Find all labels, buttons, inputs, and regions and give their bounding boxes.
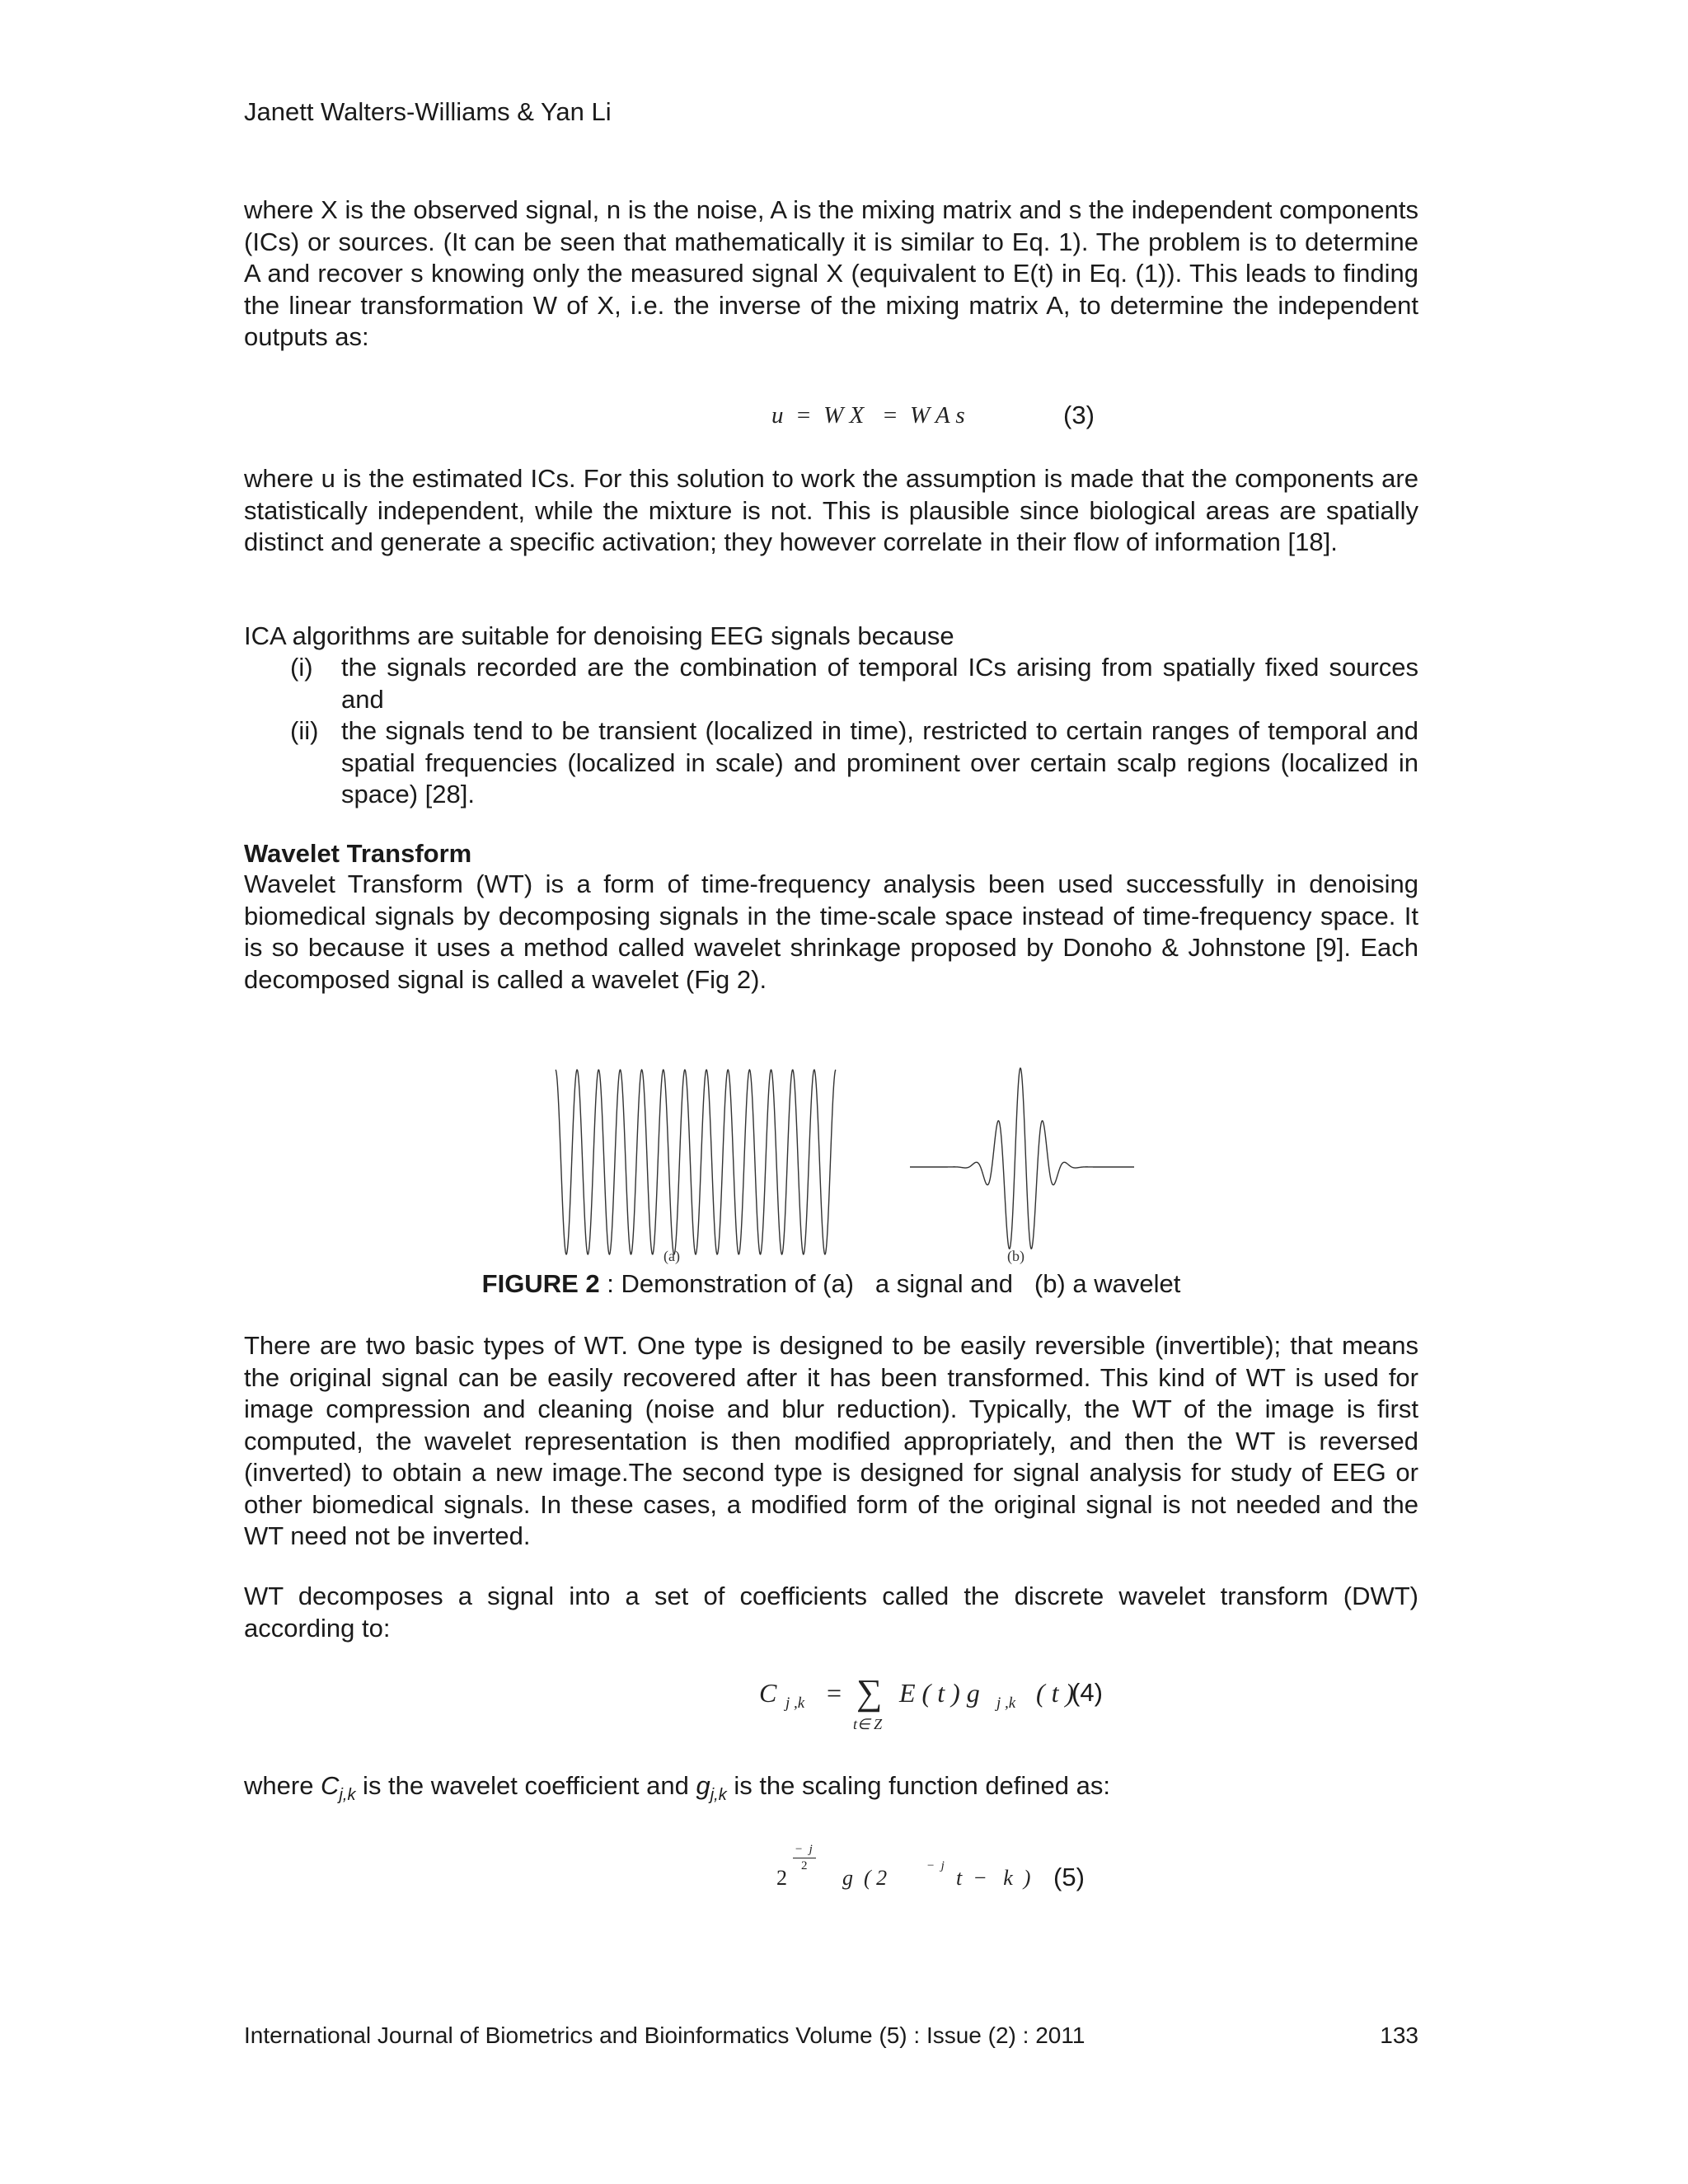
symbol-c-subscript: j,k — [339, 1786, 356, 1805]
figure-caption-label: FIGURE 2 — [481, 1269, 600, 1298]
list-item-text: the signals tend to be transient (localized in time), restricted to certain ranges of temporal and spatial frequencies (localized in scale) and prominent over certain scalp regions (localized in space) [28]. — [341, 716, 1418, 808]
eq4-rhs-sub: j ,k — [996, 1694, 1016, 1712]
paragraph-observed-signal: where X is the observed signal, n is the noise, A is the mixing matrix and s the independent components (ICs) or sources. (It can be seen that mathematically it is similar to Eq. 1). The problem is to determine A and recover s knowing only the measured signal X (equivalent to E(t) in Eq. (1)). This leads to finding the linear transformation W of X, i.e. the inverse of the mixing matrix A, to determine the independent outputs as: — [244, 195, 1418, 351]
section-heading-wavelet-transform: Wavelet Transform — [244, 839, 472, 868]
eq4-lhs: C — [759, 1678, 777, 1708]
page-footer — [244, 2022, 1418, 2049]
eq5-exp-denominator: 2 — [801, 1859, 808, 1872]
equation-3-number: (3) — [1063, 401, 1095, 429]
symbol-c: C — [321, 1771, 340, 1800]
eq5-body-end: t − k ) — [956, 1866, 1031, 1890]
paragraph-two-types: There are two basic types of WT. One type is designed to be easily reversible (invertible); that means the original signal can be easily recovered after it has been transformed. This kind of WT is used for image compression and cleaning (noise and blur reduction). Typically, the WT of the image is first computed, the wavelet representation is then modified appropriately, and then the WT is reversed (inverted) to obtain a new image.The second type is designed for signal analysis for study of EEG or other biomedical signals. In these cases, a modified form of the original signal is not needed and the WT need not be inverted. — [244, 1331, 1418, 1550]
page-number: 133 — [1380, 2022, 1418, 2048]
paragraph-wavelet-transform: Wavelet Transform (WT) is a form of time-frequency analysis been used successfully in denoising biomedical signals by decomposing signals in the time-scale space instead of time-frequency space. It is so because it uses a method called wavelet shrinkage proposed by Donoho & Johnstone [9]. Each decomposed signal is called a wavelet (Fig 2). — [244, 869, 1418, 994]
eq4-sum-symbol: ∑ — [856, 1672, 883, 1713]
reasons-list — [244, 652, 1418, 811]
eq4-equals: = — [827, 1678, 842, 1708]
signal-wave — [556, 1070, 836, 1254]
wavelet-wave — [910, 1068, 1134, 1249]
paragraph-estimated-ics: where u is the estimated ICs. For this solution to work the assumption is made that the components are statistically independent, while the mixture is not. This is plausible since biological areas are spatially distinct and generate a specific activation; they however correlate in their flow of information [18]. — [244, 464, 1418, 556]
list-item — [244, 652, 1418, 715]
eq4-rhs: E ( t ) g — [899, 1678, 980, 1708]
eq5-body-exp: − j — [926, 1859, 945, 1872]
list-marker: (i) — [290, 653, 313, 682]
text: is the wavelet coefficient and — [355, 1771, 696, 1800]
equation-4-number: (4) — [1071, 1678, 1103, 1707]
equation-3-body: u = W X = W A s — [771, 402, 965, 429]
eq4-sum-sub: t∈ Z — [853, 1716, 883, 1732]
journal-citation: International Journal of Biometrics and Bioinformatics Volume (5) : Issue (2) : 2011 — [244, 2022, 1085, 2048]
paragraph-dwt: WT decomposes a signal into a set of coefficients called the discrete wavelet transform (DWT) according to: — [244, 1582, 1418, 1643]
eq5-base: 2 — [776, 1866, 787, 1890]
figure-caption-text: : Demonstration of (a) a signal and (b) a wavelet — [599, 1269, 1181, 1298]
text: is the scaling function defined as: — [726, 1771, 1110, 1800]
equation-3 — [771, 402, 965, 429]
eq4-rhs-end: ( t ) — [1036, 1678, 1075, 1708]
eq4-lhs-sub: j ,k — [785, 1694, 805, 1712]
figure-label-b: (b) — [1007, 1248, 1025, 1264]
eq5-exp-numerator: − j — [795, 1843, 813, 1856]
page — [244, 0, 1418, 2184]
symbol-g-subscript: j,k — [710, 1786, 727, 1805]
symbol-g: g — [696, 1771, 710, 1800]
figure-2-caption — [244, 1269, 1418, 1299]
equation-5-number: (5) — [1053, 1863, 1085, 1891]
list-item — [244, 715, 1418, 811]
text: where — [244, 1771, 321, 1800]
equation-4 — [759, 1671, 1336, 1737]
figure-label-a: (a) — [663, 1248, 680, 1264]
figure-2-illustration — [549, 1047, 1151, 1269]
equation-5 — [776, 1843, 1189, 1900]
running-header: Janett Walters-Williams & Yan Li — [244, 97, 612, 126]
list-item-text: the signals recorded are the combination of temporal ICs arising from spatially fixed sources and — [341, 653, 1418, 714]
paragraph-wavelet-coefficient — [244, 1770, 1418, 1811]
list-marker: (ii) — [290, 716, 319, 745]
paragraph-ica-suitable: ICA algorithms are suitable for denoising EEG signals because — [244, 621, 954, 650]
eq5-body: g ( 2 — [842, 1866, 888, 1890]
